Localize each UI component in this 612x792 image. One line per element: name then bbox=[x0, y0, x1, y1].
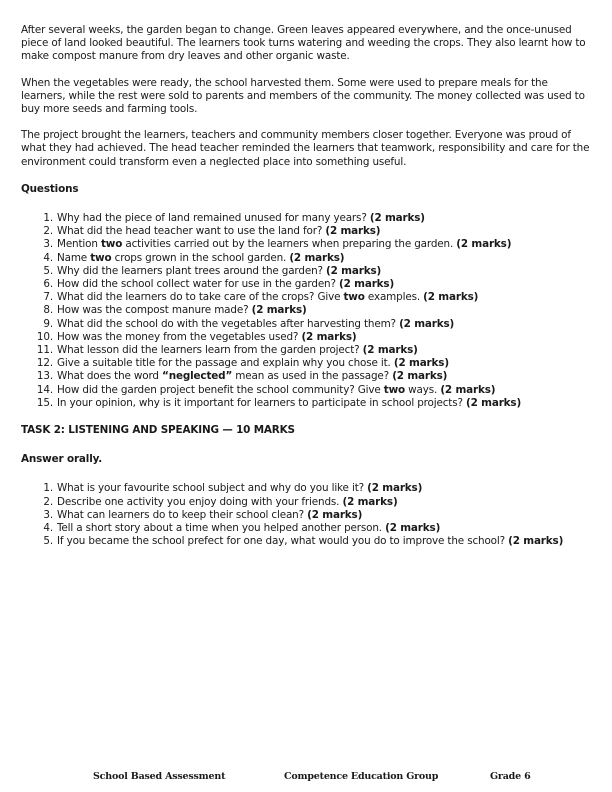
question-item bbox=[21, 265, 593, 278]
question-text bbox=[57, 496, 593, 509]
question-emphasis: (2 marks) bbox=[339, 278, 395, 291]
passage-paragraph-1: After several weeks, the garden began to change. Green leaves appeared everywhere, and the once-unused piece of land looked beautiful. The learners took turns watering and weeding the crops. They also learnt how to make compost manure from dry leaves and other organic waste. bbox=[21, 24, 586, 63]
question-emphasis: (2 marks) bbox=[251, 304, 307, 317]
question-text bbox=[57, 291, 593, 304]
question-emphasis: (2 marks) bbox=[289, 251, 345, 264]
question-text-segment: Tell a short story about a time when you helped another person. bbox=[57, 522, 386, 535]
question-emphasis: (2 marks) bbox=[392, 370, 448, 383]
question-item bbox=[21, 291, 593, 304]
question-number: 14. bbox=[36, 383, 53, 396]
question-item bbox=[21, 318, 593, 331]
question-text-segment: Give a suitable title for the passage and explain why you chose it. bbox=[57, 357, 394, 370]
question-text bbox=[57, 357, 593, 370]
question-emphasis: (2 marks) bbox=[423, 291, 479, 304]
question-emphasis: (2 marks) bbox=[301, 330, 357, 343]
question-number: 6. bbox=[43, 278, 53, 291]
question-text-segment: Mention bbox=[57, 238, 101, 251]
footer-publisher-label: Competence Education Group bbox=[284, 771, 439, 782]
question-text-segment: What did the learners do to take care of the crops? Give bbox=[57, 291, 344, 304]
question-text bbox=[57, 318, 593, 331]
question-text bbox=[57, 278, 593, 291]
question-emphasis: (2 marks) bbox=[362, 344, 418, 357]
question-text-segment: activities carried out by the learners when preparing the garden. bbox=[122, 238, 457, 251]
task2-question-item bbox=[21, 482, 593, 495]
question-text-segment: What did the head teacher want to use the land for? bbox=[57, 225, 326, 238]
question-text bbox=[57, 482, 593, 495]
question-text bbox=[57, 535, 593, 548]
question-emphasis: (2 marks) bbox=[307, 508, 363, 521]
task2-question-item bbox=[21, 522, 593, 535]
question-emphasis: “neglected” bbox=[162, 370, 233, 383]
question-item bbox=[21, 397, 593, 410]
question-emphasis: two bbox=[100, 238, 123, 251]
question-text-segment: What lesson did the learners learn from the garden project? bbox=[57, 344, 363, 357]
task2-question-item bbox=[21, 509, 593, 522]
question-text bbox=[57, 265, 593, 278]
question-text bbox=[57, 304, 593, 317]
question-emphasis: (2 marks) bbox=[326, 264, 382, 277]
questions-list bbox=[21, 212, 593, 410]
question-emphasis: (2 marks) bbox=[367, 482, 423, 495]
question-emphasis: (2 marks) bbox=[508, 535, 564, 548]
question-emphasis: (2 marks) bbox=[399, 317, 455, 330]
question-number: 4. bbox=[43, 522, 53, 535]
question-text-segment: If you became the school prefect for one day, what would you do to improve the school? bbox=[57, 535, 509, 548]
question-number: 12. bbox=[36, 357, 53, 370]
question-text bbox=[57, 344, 593, 357]
question-text-segment: examples. bbox=[364, 291, 424, 304]
footer-assessment-label: School Based Assessment bbox=[93, 771, 226, 782]
question-item bbox=[21, 278, 593, 291]
question-item bbox=[21, 370, 593, 383]
question-item bbox=[21, 331, 593, 344]
question-text bbox=[57, 397, 593, 410]
task2-heading: TASK 2: LISTENING AND SPEAKING — 10 MARKS bbox=[21, 424, 295, 437]
question-text bbox=[57, 238, 593, 251]
question-emphasis: (2 marks) bbox=[342, 495, 398, 508]
question-number: 10. bbox=[36, 330, 53, 343]
question-item bbox=[21, 357, 593, 370]
questions-heading: Questions bbox=[21, 182, 79, 195]
question-text bbox=[57, 252, 593, 265]
question-text-segment: crops grown in the school garden. bbox=[111, 251, 290, 264]
question-number: 13. bbox=[36, 370, 53, 383]
question-text-segment: How was the compost manure made? bbox=[57, 304, 252, 317]
question-item bbox=[21, 238, 593, 251]
question-number: 11. bbox=[36, 344, 53, 357]
task2-question-item bbox=[21, 535, 593, 548]
question-emphasis: (2 marks) bbox=[385, 522, 441, 535]
task2-questions-list bbox=[21, 482, 593, 548]
question-number: 9. bbox=[43, 317, 53, 330]
question-emphasis: (2 marks) bbox=[369, 212, 425, 225]
question-text-segment: ways. bbox=[405, 383, 441, 396]
question-text bbox=[57, 522, 593, 535]
question-text bbox=[57, 509, 593, 522]
question-text bbox=[57, 225, 593, 238]
question-text-segment: What can learners do to keep their school clean? bbox=[57, 508, 308, 521]
question-emphasis: two bbox=[343, 291, 365, 304]
page-content bbox=[21, 24, 593, 563]
task2-instruction: Answer orally. bbox=[21, 453, 103, 466]
question-emphasis: (2 marks) bbox=[456, 238, 512, 251]
question-item bbox=[21, 344, 593, 357]
question-text bbox=[57, 212, 593, 225]
question-number: 5. bbox=[43, 535, 53, 548]
question-text bbox=[57, 331, 593, 344]
question-text-segment: What is your favourite school subject and why do you like it? bbox=[57, 482, 368, 495]
question-item bbox=[21, 384, 593, 397]
question-emphasis: (2 marks) bbox=[466, 396, 522, 409]
question-text-segment: Why had the piece of land remained unused for many years? bbox=[57, 212, 370, 225]
question-emphasis: (2 marks) bbox=[393, 357, 449, 370]
passage-paragraph-2: When the vegetables were ready, the school harvested them. Some were used to prepare meals for the learners, while the rest were sold to parents and members of the community. The money collected was used to buy more seeds and farming tools. bbox=[21, 76, 585, 116]
question-item bbox=[21, 252, 593, 265]
question-item bbox=[21, 212, 593, 225]
question-text-segment: Why did the learners plant trees around the garden? bbox=[57, 264, 327, 277]
question-text-segment: What did the school do with the vegetables after harvesting them? bbox=[57, 317, 400, 330]
question-item bbox=[21, 304, 593, 317]
question-text-segment: How did the garden project benefit the school community? Give bbox=[57, 383, 384, 396]
question-number: 15. bbox=[36, 396, 53, 409]
question-text-segment: mean as used in the passage? bbox=[232, 370, 393, 383]
question-text-segment: How did the school collect water for use in the garden? bbox=[57, 278, 340, 291]
task2-question-item bbox=[21, 496, 593, 509]
question-emphasis: two bbox=[90, 251, 112, 264]
question-text-segment: Describe one activity you enjoy doing with your friends. bbox=[57, 495, 343, 508]
question-number: 2. bbox=[43, 495, 53, 508]
question-number: 3. bbox=[43, 238, 53, 251]
question-item bbox=[21, 225, 593, 238]
question-number: 1. bbox=[43, 212, 53, 225]
question-number: 4. bbox=[43, 251, 53, 264]
question-text-segment: Name bbox=[57, 251, 91, 264]
question-number: 5. bbox=[43, 264, 53, 277]
question-number: 2. bbox=[43, 225, 53, 238]
question-text-segment: How was the money from the vegetables used? bbox=[57, 330, 302, 343]
question-number: 3. bbox=[43, 508, 53, 521]
question-text-segment: In your opinion, why is it important for learners to participate in school projects? bbox=[57, 396, 467, 409]
question-emphasis: (2 marks) bbox=[325, 225, 381, 238]
footer-grade-label: Grade 6 bbox=[490, 771, 531, 782]
passage-paragraph-3: The project brought the learners, teachers and community members closer together. Everyone was proud of what they had achieved. The head teacher reminded the learners that teamwork, responsibility and care for the environment could transform even a neglected place into something useful. bbox=[21, 129, 590, 168]
question-emphasis: two bbox=[383, 383, 406, 396]
question-number: 7. bbox=[43, 291, 53, 304]
question-number: 8. bbox=[43, 304, 53, 317]
question-number: 1. bbox=[43, 482, 53, 495]
question-text bbox=[57, 370, 593, 383]
question-emphasis: (2 marks) bbox=[440, 383, 496, 396]
question-text-segment: What does the word bbox=[57, 370, 163, 383]
question-text bbox=[57, 384, 593, 397]
